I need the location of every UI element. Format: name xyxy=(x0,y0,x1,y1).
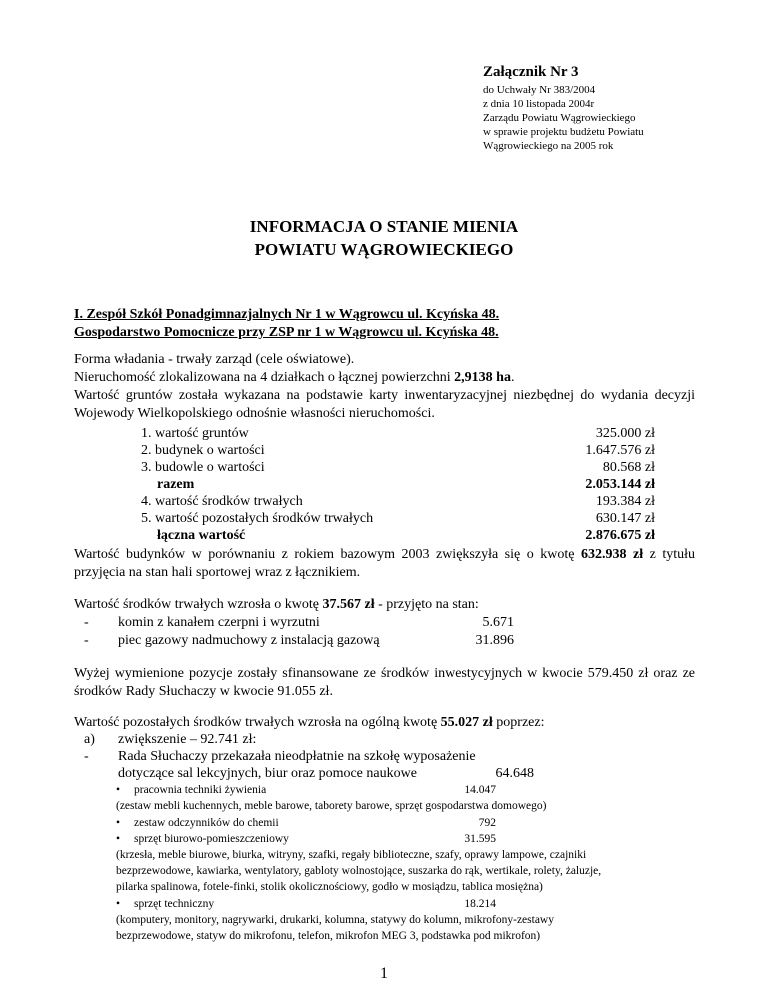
bullet-icon: • xyxy=(116,784,121,796)
document-title xyxy=(0,215,768,261)
council-text: Rada Słuchaczy przekazała nieodpłatnie na szkołę wyposażenie xyxy=(118,749,476,764)
section-heading-2: Gospodarstwo Pomocnicze przy ZSP nr 1 w Wągrowcu ul. Kcyńska 48. xyxy=(74,325,499,340)
value-row xyxy=(141,459,655,476)
council-text: dotyczące sal lekcyjnych, biur oraz pomoce naukowe xyxy=(118,766,417,781)
annex-line: z dnia 10 listopada 2004r xyxy=(483,98,595,110)
annex-line: Wągrowieckiego na 2005 rok xyxy=(483,140,614,152)
dash-marker: - xyxy=(84,633,89,648)
value-row xyxy=(141,493,655,510)
other-text: Wartość pozostałych środków trwałych wzrosła na ogólną kwotę xyxy=(74,715,441,730)
list-marker: a) xyxy=(84,732,95,747)
intro-line-2-end: . xyxy=(510,370,515,385)
fixed-text: Wartość środków trwałych wzrosła o kwotę xyxy=(74,597,323,612)
area-value: 2,9138 ha xyxy=(454,370,511,385)
title-line-1: INFORMACJA O STANIE MIENIA xyxy=(249,217,519,236)
value-label: 4. wartość środków trwałych xyxy=(141,494,303,509)
title-line-2: POWIATU WĄGROWIECKIEGO xyxy=(254,240,514,259)
bullet-note: (zestaw mebli kuchennych, meble barowe, taborety barowe, sprzęt gospodarstwa domowego) xyxy=(116,800,547,812)
buildings-text: Wartość budynków w porównaniu z rokiem bazowym 2003 zwiększyła się o kwotę xyxy=(74,547,581,562)
other-assets-paragraph xyxy=(74,714,695,732)
intro-line-2 xyxy=(74,369,695,387)
bullet-amount: 31.595 xyxy=(464,833,496,845)
value-amount: 2.053.144 zł xyxy=(585,477,655,492)
bullet-note: pilarka spalinowa, fotele-finki, stolik okolicznościowy, godło w mosiądzu, tablica mosiężna) xyxy=(116,881,543,893)
annex-title: Załącznik Nr 3 xyxy=(483,64,579,80)
fixed-item-amount: 31.896 xyxy=(475,633,514,648)
bullet-icon: • xyxy=(116,898,121,910)
value-amount: 193.384 zł xyxy=(595,494,655,509)
value-amount: 630.147 zł xyxy=(595,511,655,526)
value-row xyxy=(141,510,655,527)
buildings-amount: 632.938 zł xyxy=(580,547,644,562)
other-amount: 55.027 zł xyxy=(440,715,493,730)
value-label: razem xyxy=(157,477,195,492)
dash-marker: - xyxy=(84,615,89,630)
bullet-note: bezprzewodowe, statyw do mikrofonu, telefon, mikrofon MEG 3, podstawka pod mikrofon) xyxy=(116,930,541,942)
annex-line: do Uchwały Nr 383/2004 xyxy=(483,84,596,96)
fixed-assets-paragraph xyxy=(74,596,695,614)
bullet-amount: 792 xyxy=(478,817,496,829)
buildings-paragraph xyxy=(74,546,695,582)
other-text-end: poprzez: xyxy=(492,715,545,730)
page-number: 1 xyxy=(380,965,388,982)
value-label: 3. budowle o wartości xyxy=(141,460,265,475)
bullet-note: (krzesła, meble biurowe, biurka, witryny, szafki, regały biblioteczne, szafy, oprawy lampowe, czajniki xyxy=(116,849,587,861)
section-heading-1: I. Zespół Szkół Ponadgimnazjalnych Nr 1 w Wągrowcu ul. Kcyńska 48. xyxy=(74,307,500,322)
increase-text: zwiększenie – 92.741 zł: xyxy=(118,732,257,747)
value-row xyxy=(141,442,655,459)
bullet-note: bezprzewodowe, kawiarka, wentylatory, gabloty wolnostojące, suszarka do rąk, wertikale, rolety, żaluzje, xyxy=(116,865,602,877)
value-label: 5. wartość pozostałych środków trwałych xyxy=(141,511,374,526)
intro-line-3: Wartość gruntów została wykazana na podstawie karty inwentaryzacyjnej niezbędnej do wydania decyzji Wojewody Wielkopolskiego odnośnie własności nieruchomości. xyxy=(74,388,695,421)
fixed-text-end: - przyjęto na stan: xyxy=(374,597,479,612)
value-label: 2. budynek o wartości xyxy=(141,443,265,458)
value-row-grand-total xyxy=(141,527,655,544)
fixed-amount: 37.567 zł xyxy=(322,597,375,612)
buildings-text-end: z tytułu przyjęcia na stan hali sportowej wraz z łącznikiem. xyxy=(74,547,696,580)
value-amount: 325.000 zł xyxy=(595,426,655,441)
bullet-icon: • xyxy=(116,833,121,845)
bullet-text: sprzęt biurowo-pomieszczeniowy xyxy=(134,833,289,845)
council-amount: 64.648 xyxy=(495,766,534,781)
bullet-icon: • xyxy=(116,817,121,829)
value-label: łączna wartość xyxy=(157,528,246,543)
annex-line: Zarządu Powiatu Wągrowieckiego xyxy=(483,112,636,124)
fixed-item-text: piec gazowy nadmuchowy z instalacją gazową xyxy=(118,633,380,648)
value-amount: 80.568 zł xyxy=(602,460,655,475)
bullet-amount: 18.214 xyxy=(464,898,496,910)
intro-line-2-text: Nieruchomość zlokalizowana na 4 działkach o łącznej powierzchni xyxy=(74,370,455,385)
value-row xyxy=(141,425,655,442)
bullet-text: sprzęt techniczny xyxy=(134,898,215,910)
bullet-amount: 14.047 xyxy=(464,784,496,796)
value-row-total xyxy=(141,476,655,493)
value-amount: 1.647.576 zł xyxy=(585,443,655,458)
values-list xyxy=(141,425,655,544)
annex-block xyxy=(483,64,753,153)
bullet-text: zestaw odczynników do chemii xyxy=(134,817,279,829)
value-amount: 2.876.675 zł xyxy=(585,528,655,543)
annex-line: w sprawie projektu budżetu Powiatu xyxy=(483,126,644,138)
financed-paragraph: Wyżej wymienione pozycje zostały sfinansowane ze środków inwestycyjnych w kwocie 579.450 zł oraz ze środków Rady Słuchaczy w kwocie 91.055 zł. xyxy=(74,666,695,699)
value-label: 1. wartość gruntów xyxy=(141,426,249,441)
fixed-item-text: komin z kanałem czerpni i wyrzutni xyxy=(118,615,320,630)
dash-marker: - xyxy=(84,749,89,764)
fixed-item-amount: 5.671 xyxy=(482,615,514,630)
bullet-text: pracownia techniki żywienia xyxy=(134,784,267,796)
intro-line-1: Forma władania - trwały zarząd (cele oświatowe). xyxy=(74,352,355,367)
bullet-note: (komputery, monitory, nagrywarki, drukarki, kolumna, statywy do kolumn, mikrofony-zestawy xyxy=(116,914,554,926)
